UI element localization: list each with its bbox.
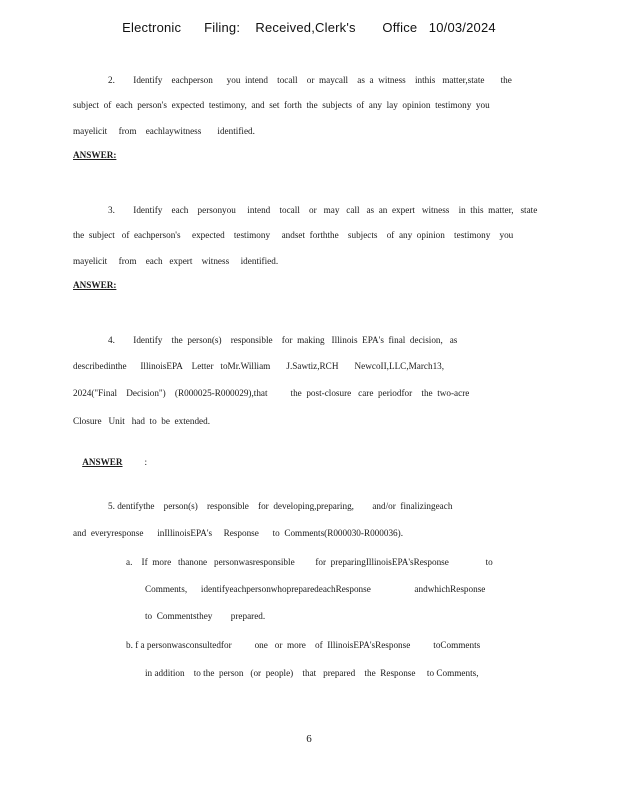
q5-line-2: and everyresponse inIllinoisEPA's Response to Comments(R000030-R000036). <box>73 528 404 538</box>
q2-line-2: subject of each person's expected testimony, and set forth the subjects of any lay opinion testimony you <box>73 100 490 110</box>
q2-answer-label: ANSWER: <box>73 150 117 160</box>
q5-a-line-3: to Commentsthey prepared. <box>145 611 266 621</box>
q5-b-line-2: in addition to the person (or people) that prepared the Response to Comments, <box>145 668 479 678</box>
q5-b-line-1: b. f a personwasconsultedfor one or more of IllinoisEPA'sResponse toComments <box>126 640 481 650</box>
q4-line-2: describedinthe IllinoisEPA Letter toMr.William J.Sawtiz,RCH NewcoII,LLC,March13, <box>73 361 445 371</box>
q3-answer-label: ANSWER: <box>73 280 117 290</box>
q5-a-line-2: Comments, identifyeachpersonwhopreparedeachResponse andwhichResponse <box>145 584 486 594</box>
q4-answer-colon: : <box>144 457 148 467</box>
q3-line-3: mayelicit from each expert witness identified. <box>73 256 279 266</box>
q4-line-4: Closure Unit had to be extended. <box>73 416 211 426</box>
page-number: 6 <box>306 733 312 745</box>
q4-answer-label: ANSWER <box>82 457 123 467</box>
q4-line-3: 2024("Final Decision") (R000025-R000029),that the post-closure care periodfor the two-acre <box>73 388 470 398</box>
q2-line-1: 2. Identify eachperson you intend tocall or maycall as a witness inthis matter,state the <box>108 75 512 85</box>
q2-line-3: mayelicit from eachlaywitness identified. <box>73 126 255 136</box>
q3-line-2: the subject of eachperson's expected testimony andset forththe subjects of any opinion testimony you <box>73 230 514 240</box>
q4-answer <box>73 444 147 480</box>
q5-line-1: 5. dentifythe person(s) responsible for developing,preparing, and/or finalizingeach <box>108 501 453 511</box>
q3-line-1: 3. Identify each personyou intend tocall or may call as an expert witness in this matter, state <box>108 205 538 215</box>
filing-header: Electronic Filing: Received,Clerk's Office 10/03/2024 <box>122 20 496 35</box>
q4-line-1: 4. Identify the person(s) responsible for making Illinois EPA's final decision, as <box>108 335 458 345</box>
q5-a-line-1: a. If more thanone personwasresponsible for preparingIllinoisEPA'sResponse to <box>126 557 493 567</box>
